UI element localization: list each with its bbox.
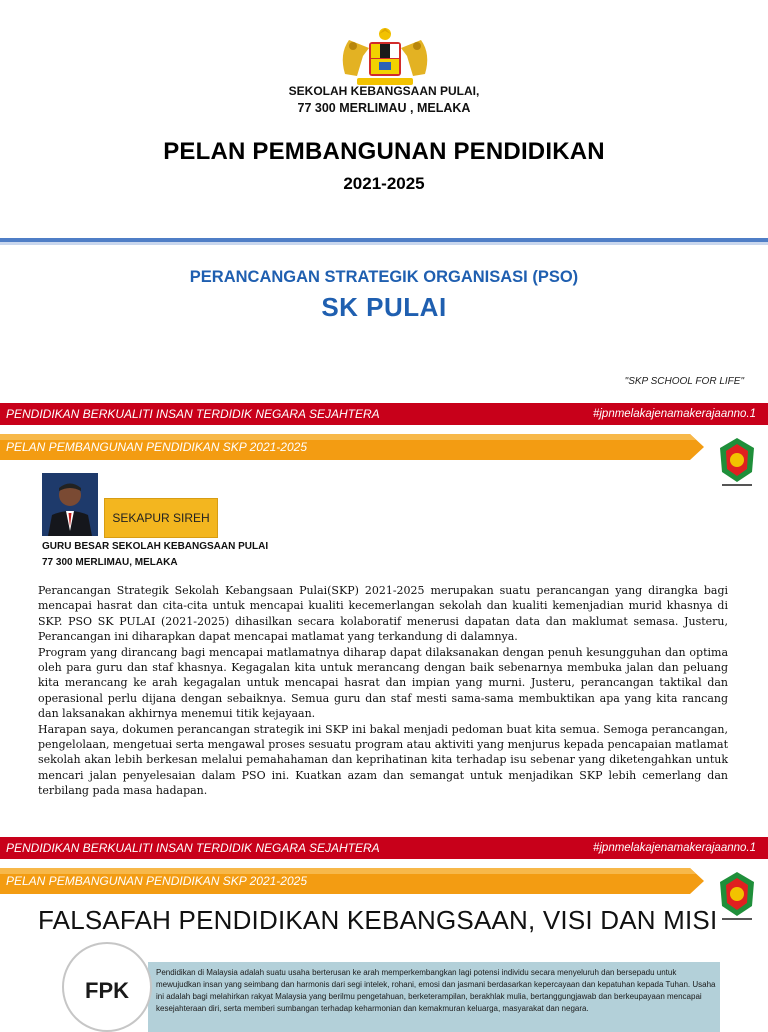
school-address-line: 77 300 MERLIMAU , MELAKA <box>297 101 471 115</box>
school-motto: "SKP SCHOOL FOR LIFE" <box>624 376 744 387</box>
fpk-heading: FALSAFAH PENDIDIKAN KEBANGSAAN, VISI DAN MISI <box>38 905 718 935</box>
paragraph: Perancangan Strategik Sekolah Kebangsaan Pulai(SKP) 2021-2025 merupakan suatu perancangan yang dirangka bagi mencapai hasrat dan cita-cita untuk mencapai kualiti kecemerlangan sekolah dan kualiti kemenjadian murid khasnya di SKP. PSO SK PULAI (2021-2025) dihasilkan secara kolaboratif menerusi dapatan data dan maklumat semasa. Justeru, Perancangan ini diharapkan dapat mencapai matlamat yang terkandung di dalamnya. <box>38 584 728 644</box>
school-name-heading: SK PULAI <box>321 292 447 322</box>
tagline-text: PENDIDIKAN BERKUALITI INSAN TERDIDIK NEGARA SEJAHTERA <box>6 407 380 421</box>
malaysia-coat-of-arms-icon <box>335 26 435 88</box>
plan-banner-text: PELAN PEMBANGUNAN PENDIDIKAN SKP 2021-2025 <box>6 440 308 454</box>
paragraph: Harapan saya, dokumen perancangan strategik ini SKP ini bakal menjadi pedoman buat kita semua. Semoga perancangan, pengelolaan, mengetuai serta mengawal proses sesuatu program atau aktiviti yang menjurus kepada pencapaian matlamat sekolah akan lebih berkesan melalui pemahahaman dan keprihatinan kita terhadap isu sebenar yang diketengahkan untuk mencari jalan penyelesaian dalam PSO ini. Kuatkan azam dan semangat untuk menjadikan SKP lebih cemerlang dan terbilang pada masa hadapan. <box>38 722 728 798</box>
school-logo-icon <box>712 868 762 926</box>
divider-shadow <box>0 242 768 245</box>
plan-banner <box>0 868 705 894</box>
principal-title: GURU BESAR SEKOLAH KEBANGSAAN PULAI <box>42 541 269 552</box>
principal-photo <box>42 473 98 536</box>
sekapur-sireh-text <box>38 583 728 799</box>
paragraph: Program yang dirancang bagi mencapai matlamatnya diharap dapat dilaksanakan dengan penuh kesungguhan dan optima oleh para guru dan staf khasnya. Kegagalan kita untuk merancang dengan baik sebenarnya membuka jalan dan peluang kita merancang ke arah kegagalan untuk mencapai hasrat dan impian yang murni. Justeru, perancangan taktikal dan operasional perlu dijana dengan sebaiknya. Semua guru dan staf mesti sama-sama membuktikan apa yang kita rancang dan laksanakan akhirnya menemui titik kejayaan. <box>38 645 728 721</box>
tagline-banner <box>0 403 768 425</box>
school-logo-icon <box>712 434 762 492</box>
hashtag-text: #jpnmelakajenamakerajaanno.1 <box>592 408 756 420</box>
plan-title: PELAN PEMBANGUNAN PENDIDIKAN <box>163 138 605 165</box>
fpk-text: Pendidikan di Malaysia adalah suatu usaha berterusan ke arah memperkembangkan lagi potensi individu secara menyeluruh dan bersepadu untuk mewujudkan insan yang seimbang dan harmonis dari segi intelek, rohani, emosi dan jasmani berdasarkan kepercayaan dan kepatuhan kepada Tuhan. Usaha ini adalah bagi melahirkan rakyat Malaysia yang berilmu pengetahuan, berketerampilan, berakhlak mulia, bertanggungjawab dan berkeupayaan mencapai kesejahteraan diri, serta memberi sumbangan terhadap keharmonian dan kemakmuran keluarga, masyarakat dan negara. <box>156 968 716 1013</box>
school-name-line: SEKOLAH KEBANGSAAN PULAI, <box>288 84 480 98</box>
tagline-text: PENDIDIKAN BERKUALITI INSAN TERDIDIK NEGARA SEJAHTERA <box>6 841 380 855</box>
plan-banner-text: PELAN PEMBANGUNAN PENDIDIKAN SKP 2021-2025 <box>6 874 308 888</box>
plan-banner <box>0 434 705 460</box>
plan-years: 2021-2025 <box>343 174 425 193</box>
principal-address: 77 300 MERLIMAU, MELAKA <box>42 557 178 568</box>
fpk-label: FPK <box>85 978 129 1003</box>
tagline-banner <box>0 837 768 859</box>
hashtag-text: #jpnmelakajenamakerajaanno.1 <box>592 842 756 854</box>
pso-heading: PERANCANGAN STRATEGIK ORGANISASI (PSO) <box>189 268 579 286</box>
sekapur-sireh-button[interactable]: SEKAPUR SIREH <box>104 498 218 538</box>
